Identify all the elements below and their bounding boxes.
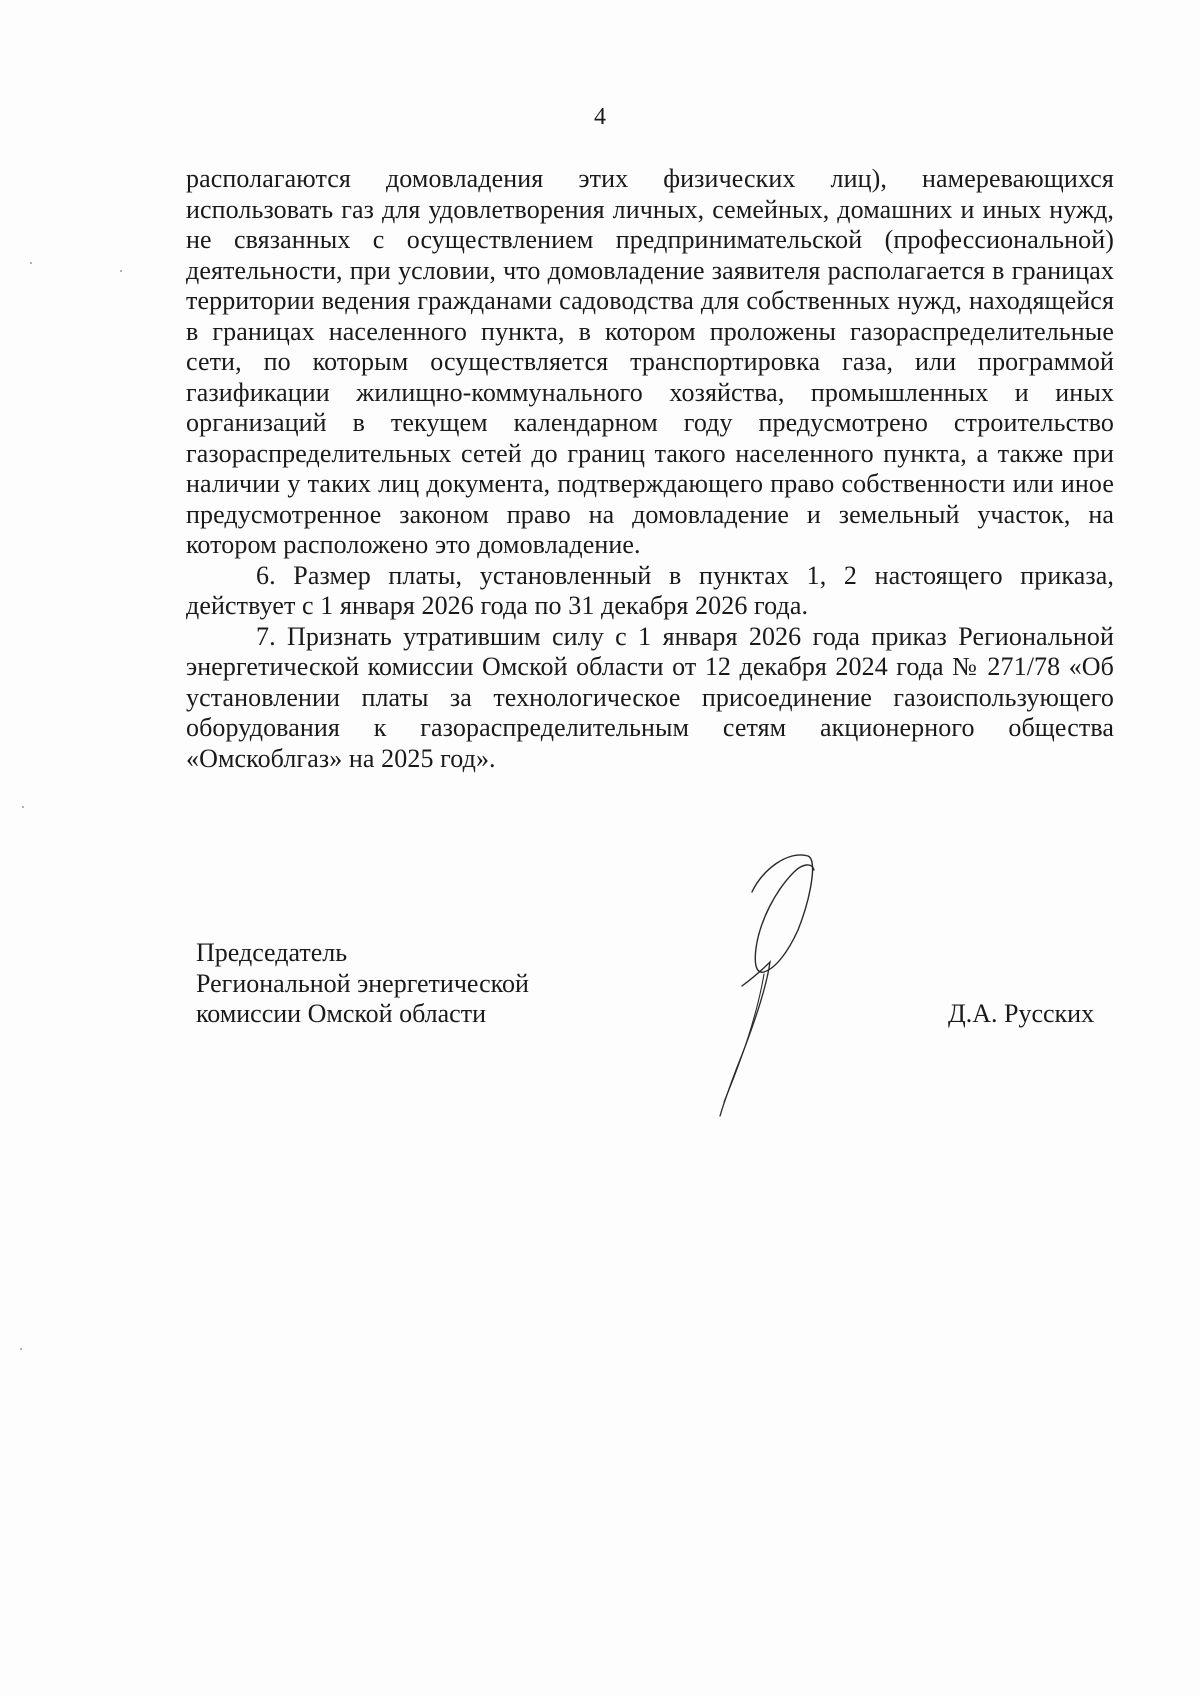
signatory-title [196,938,529,1030]
scan-speck [22,806,24,808]
paragraph-continuation: располагаются домовладения этих физических лиц), намеревающихся использовать газ для удовлетворения личных, семейных, домашних и иных нужд, не связанных с осуществлением предпринимательской (профессиональной) деятельности, при условии, что домовладение заявителя располагается в границах территории ведения гражданами садоводства для собственных нужд, находящейся в границах населенного пункта, в котором проложены газораспределительные сети, по которым осуществляется транспортировка газа, или программой газификации жилищно-коммунального хозяйства, промышленных и иных организаций в текущем календарном году предусмотрено строительство газораспределительных сетей до границ такого населенного пункта, а также при наличии у таких лиц документа, подтверждающего право собственности или иное предусмотренное законом право на домовладение и земельный участок, на котором расположено это домовладение. [186,164,1114,559]
signatory-title-line: Председатель [196,938,348,967]
scan-speck [30,262,32,264]
signatory-name: Д.А. Русских [948,999,1095,1028]
paragraph-7: 7. Признать утратившим силу с 1 января 2026 года приказ Региональной энергетической комиссии Омской области от 12 декабря 2024 года № 271/78 «Об установлении платы за технологическое присоединение газоиспользующего оборудования к газораспределительным сетям акционерного общества «Омскоблгаз» на 2025 год». [186,621,1114,773]
scan-speck [20,1348,22,1350]
signatory-title-line: Региональной энергетической [196,968,529,998]
handwritten-signature [690,840,840,1120]
document-body [186,164,1114,774]
scan-speck [120,270,122,272]
signatory-title-line: комиссии Омской области [196,999,486,1028]
paragraph-6: 6. Размер платы, установленный в пунктах 1, 2 настоящего приказа, действует с 1 января 2026 года по 31 декабря 2026 года. [186,560,1114,620]
page-number: 4 [594,104,606,130]
